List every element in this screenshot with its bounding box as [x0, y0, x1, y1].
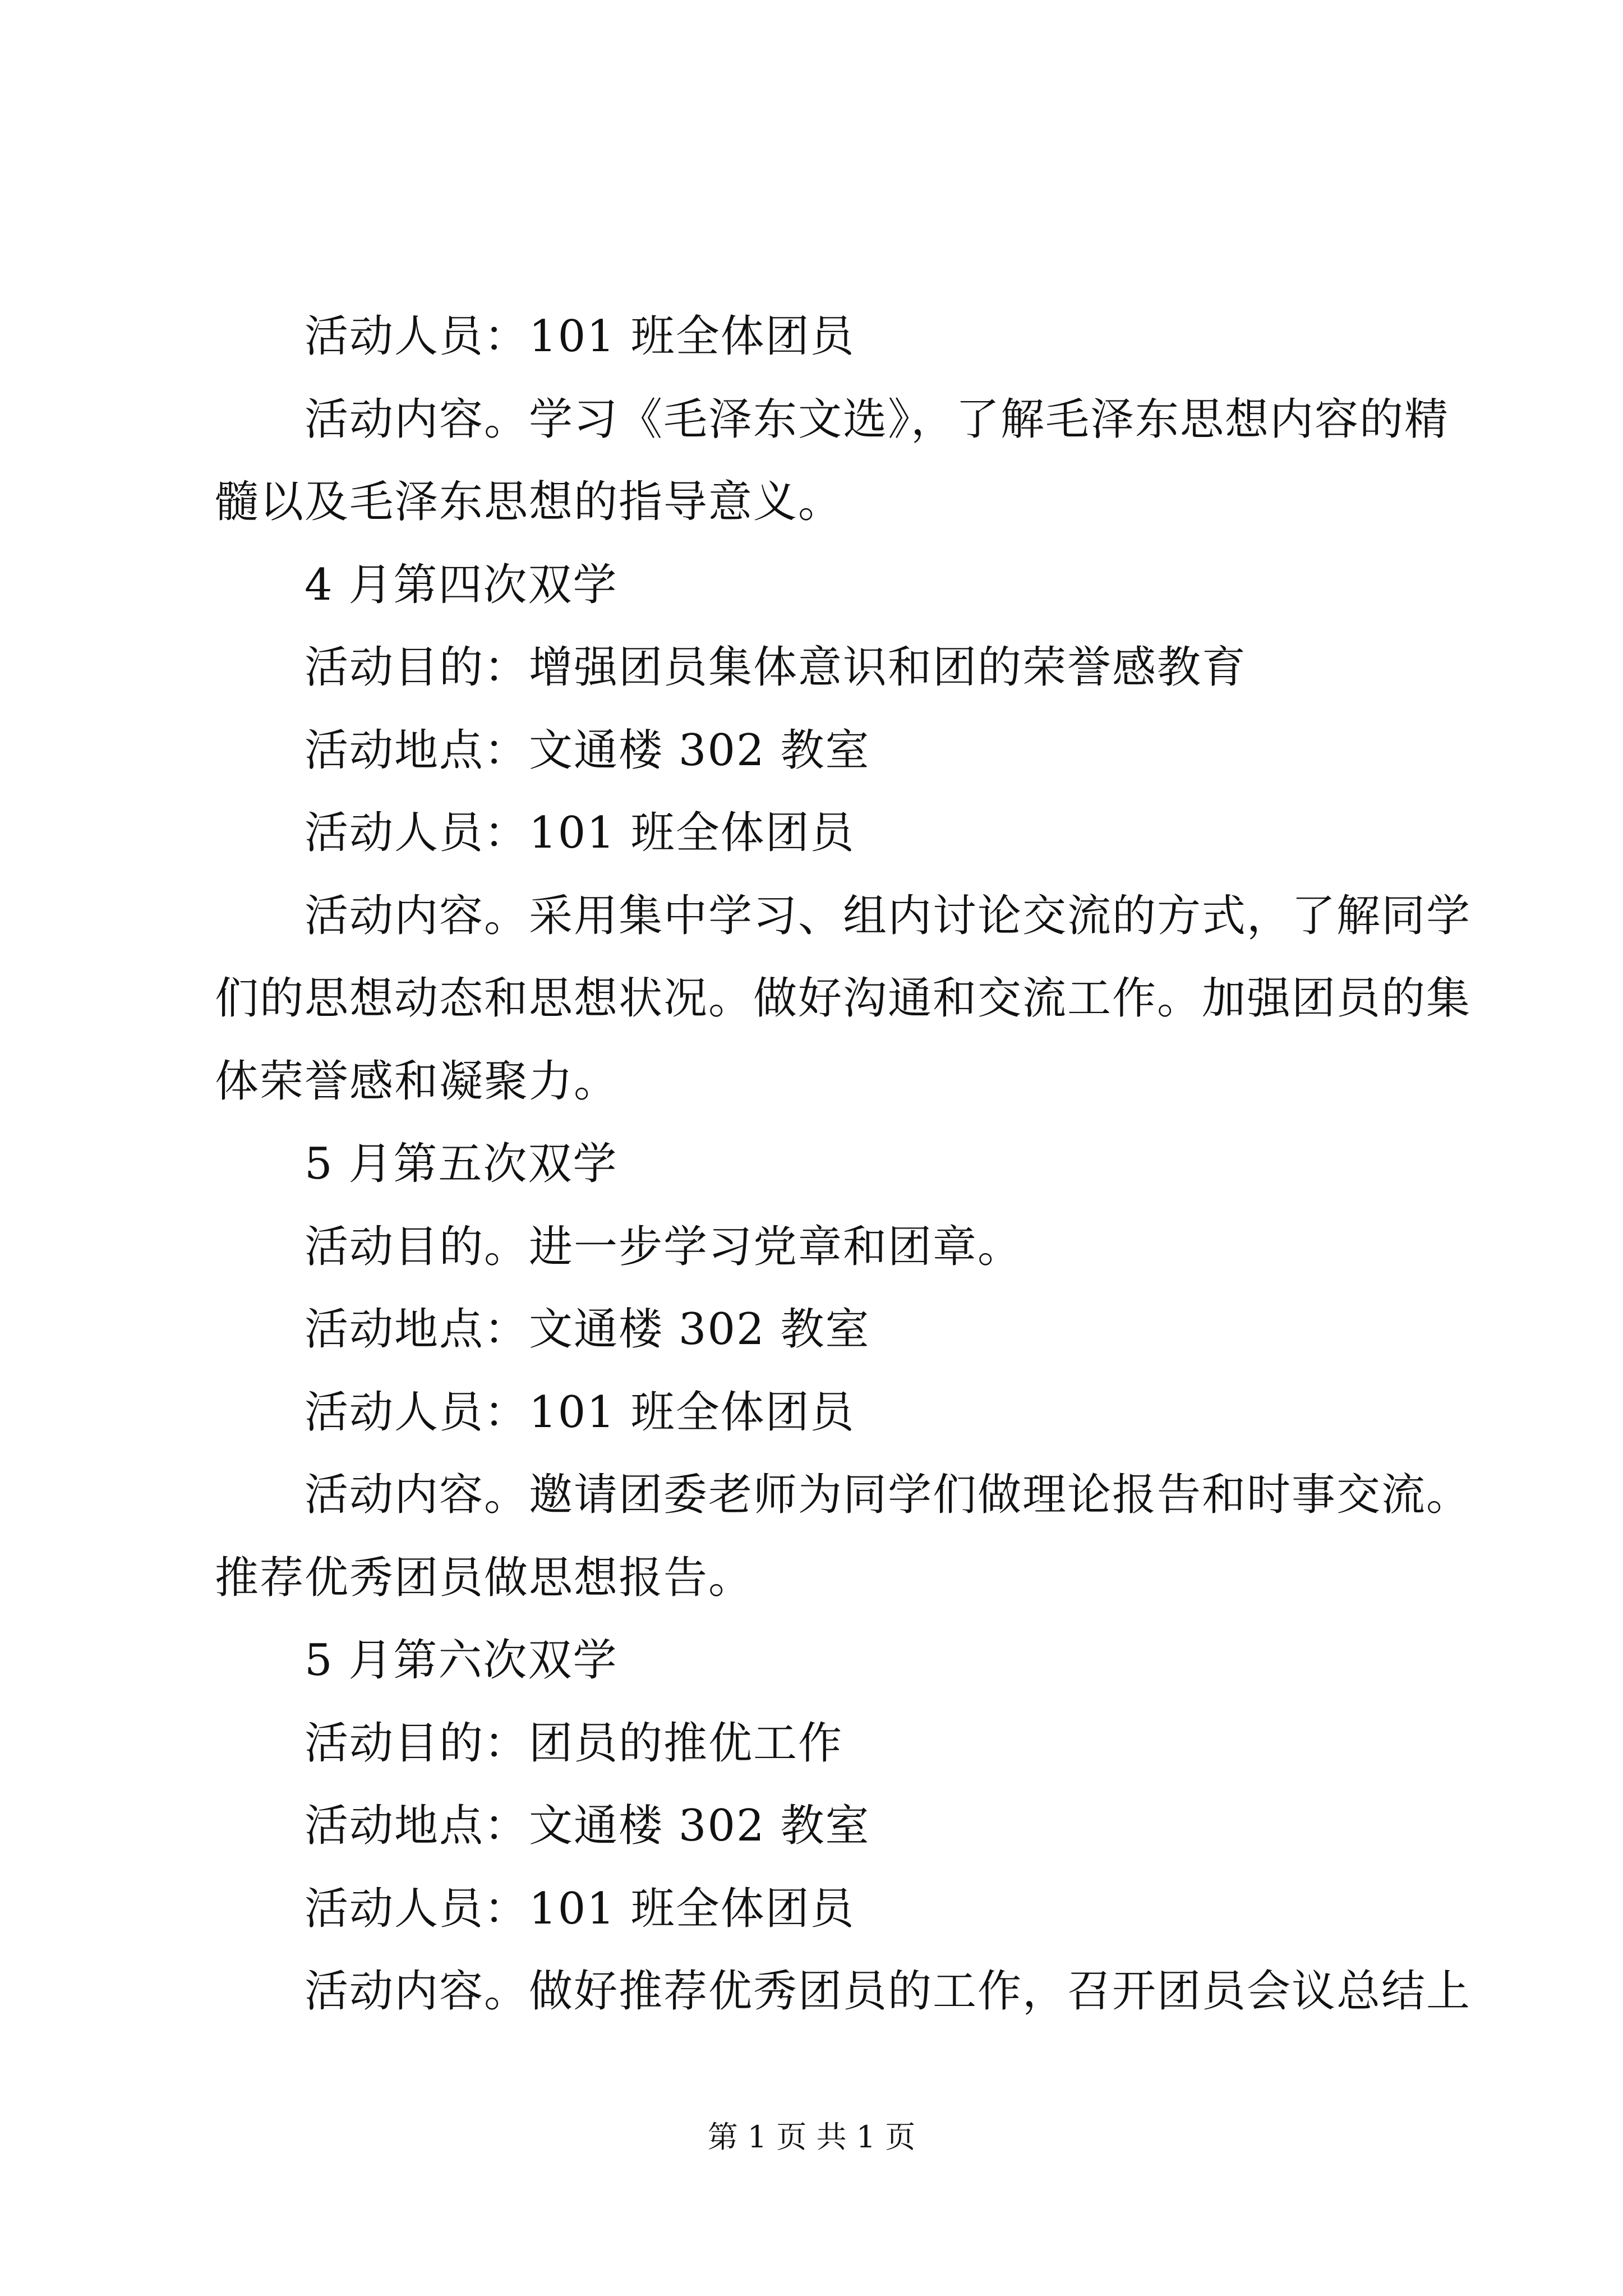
body-line: 活动人员：101 班全体团员	[305, 1387, 855, 1438]
document-body	[215, 300, 1471, 2038]
body-line: 活动地点：文通楼 302 教室	[305, 1801, 870, 1851]
body-line: 活动目的：团员的推优工作	[305, 1718, 843, 1769]
body-line: 活动人员：101 班全体团员	[305, 1883, 855, 1934]
body-line: 活动人员：101 班全体团员	[305, 808, 855, 858]
body-line: 髓以及毛泽东思想的指导意义。	[215, 477, 843, 527]
body-line: 活动人员：101 班全体团员	[305, 311, 855, 362]
body-line: 推荐优秀团员做思想报告。	[215, 1552, 754, 1603]
body-line: 活动目的：增强团员集体意识和团的荣誉感教育	[305, 642, 1247, 693]
body-line: 活动内容。采用集中学习、组内讨论交流的方式，了解同学	[305, 890, 1472, 941]
body-line: 活动地点：文通楼 302 教室	[305, 725, 870, 776]
body-line: 活动内容。邀请团委老师为同学们做理论报告和时事交流。	[305, 1470, 1472, 1520]
body-line: 活动内容。学习《毛泽东文选》，了解毛泽东思想内容的精	[305, 394, 1450, 445]
page-footer: 第 1 页 共 1 页	[707, 2119, 916, 2155]
body-line: 活动地点：文通楼 302 教室	[305, 1304, 870, 1355]
body-line: 活动内容。做好推荐优秀团员的工作，召开团员会议总结上	[305, 1966, 1472, 2017]
body-line: 体荣誉感和凝聚力。	[215, 1056, 619, 1107]
section-heading: 5 月第五次双学	[305, 1139, 618, 1189]
section-heading: 4 月第四次双学	[305, 559, 618, 610]
body-line: 活动目的。进一步学习党章和团章。	[305, 1221, 1023, 1272]
body-line: 们的思想动态和思想状况。做好沟通和交流工作。加强团员的集	[215, 973, 1472, 1024]
section-heading: 5 月第六次双学	[305, 1635, 618, 1686]
